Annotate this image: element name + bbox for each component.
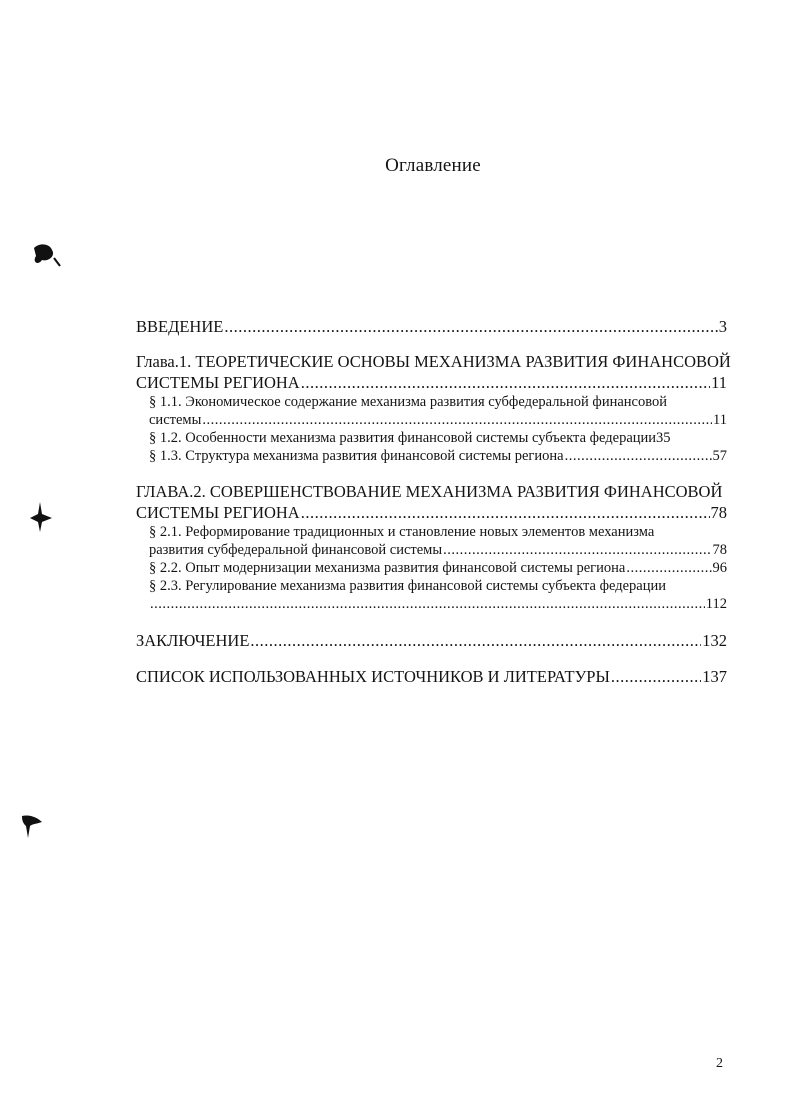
page-number: 2 [716, 1056, 723, 1071]
dot-leader [224, 316, 717, 337]
toc-page-number: 96 [712, 560, 727, 576]
toc-entry-conclusion[interactable] [136, 630, 727, 651]
toc-entry-text: § 2.3. Регулирование механизма развития финансовой системы субъекта федерации [149, 578, 667, 594]
toc-entry-text: § 2.2. Опыт модернизации механизма развития финансовой системы региона [149, 560, 626, 576]
toc-section-1-1[interactable] [136, 393, 727, 429]
toc-page-number: 11 [713, 412, 727, 428]
page-title: Оглавление [385, 155, 481, 176]
toc-page-number: 78 [710, 503, 727, 522]
scan-artifact-mark [28, 240, 62, 270]
toc-page-number: 35 [656, 430, 671, 446]
toc-section-2-1[interactable] [136, 523, 727, 559]
dot-leader [443, 541, 711, 559]
dot-leader [565, 447, 712, 465]
toc-entry-text: ГЛАВА.2. СОВЕРШЕНСТВОВАНИЕ МЕХАНИЗМА РАЗВИТИЯ ФИНАНСОВОЙ [136, 482, 723, 501]
toc-page-number: 112 [705, 596, 727, 612]
toc-entry-intro[interactable] [136, 316, 727, 337]
toc-chapter-2[interactable] [136, 481, 727, 613]
toc-page-number: 137 [702, 667, 727, 686]
toc-entry-text: ЗАКЛЮЧЕНИЕ [136, 631, 250, 650]
toc-section-2-3[interactable] [136, 577, 727, 613]
toc-entry-text: § 2.1. Реформирование традиционных и становление новых элементов механизма [149, 524, 655, 540]
toc-entry-text: § 1.3. Структура механизма развития финансовой системы региона [149, 448, 564, 464]
toc-entry-text: § 1.1. Экономическое содержание механизма развития субфедеральной финансовой [149, 394, 667, 410]
toc-entry-text: СПИСОК ИСПОЛЬЗОВАННЫХ ИСТОЧНИКОВ И ЛИТЕРАТУРЫ [136, 667, 610, 686]
toc-entry-text: ВВЕДЕНИЕ [136, 317, 224, 336]
dot-leader [611, 666, 701, 687]
dot-leader [202, 411, 712, 429]
toc-entry-text: Глава.1. ТЕОРЕТИЧЕСКИЕ ОСНОВЫ МЕХАНИЗМА РАЗВИТИЯ ФИНАНСОВОЙ [136, 352, 731, 371]
toc-entry-text: § 1.2. Особенности механизма развития финансовой системы субъекта федерации [149, 430, 657, 446]
toc-page-number: 78 [712, 542, 727, 558]
toc-page-number: 3 [718, 317, 727, 336]
toc-section-1-3[interactable] [136, 447, 727, 465]
toc-page-number: 57 [712, 448, 727, 464]
dot-leader [150, 595, 705, 613]
toc-chapter-1[interactable] [136, 351, 731, 465]
scan-artifact-mark [28, 500, 54, 534]
dot-leader [301, 502, 710, 523]
toc-page-number: 11 [711, 373, 727, 392]
toc-entry-references[interactable] [136, 666, 727, 687]
dot-leader [626, 559, 711, 577]
toc-section-1-2[interactable] [136, 429, 727, 447]
toc-entry-text: СИСТЕМЫ РЕГИОНА [136, 503, 300, 522]
scan-artifact-mark [20, 812, 46, 840]
toc-entry-text: системы [149, 412, 202, 428]
dot-leader [250, 630, 701, 651]
toc-page-number: 132 [702, 631, 727, 650]
toc-entry-text: развития субфедеральной финансовой системы [149, 542, 443, 558]
toc-section-2-2[interactable] [136, 559, 727, 577]
dot-leader [301, 372, 710, 393]
toc-entry-text: СИСТЕМЫ РЕГИОНА [136, 373, 300, 392]
